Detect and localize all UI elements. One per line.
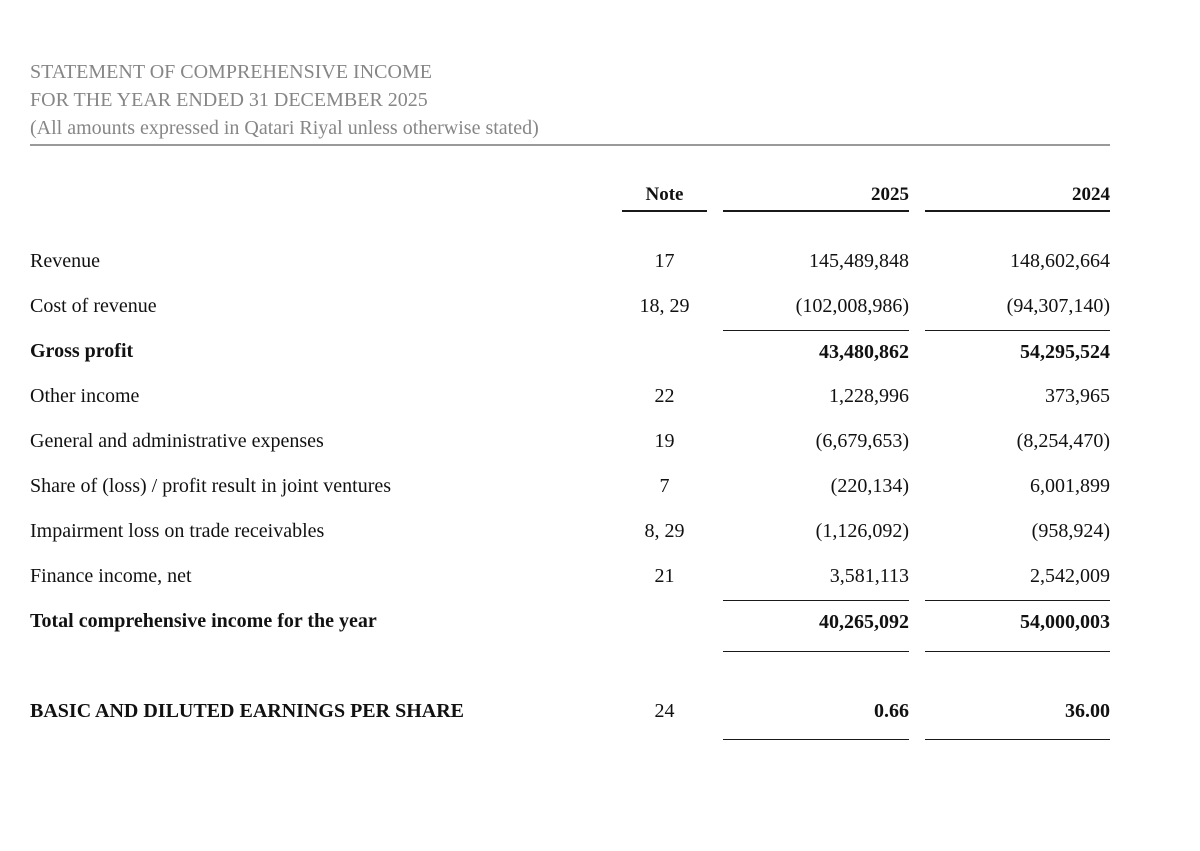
table-row	[30, 420, 1110, 465]
row-note: 8, 29	[644, 520, 685, 542]
row-value-2024: (958,924)	[1031, 520, 1110, 542]
table-row	[30, 375, 1110, 420]
row-note	[622, 600, 707, 652]
row-note: 18, 29	[639, 295, 690, 317]
table-row	[30, 330, 1110, 375]
row-label: Share of (loss) / profit result in joint ventures	[30, 475, 392, 497]
table-row	[30, 465, 1110, 510]
column-header-spacer	[30, 184, 606, 212]
table-row	[30, 600, 1110, 652]
table-row	[30, 692, 1110, 740]
row-label: BASIC AND DILUTED EARNINGS PER SHARE	[30, 700, 464, 722]
row-value-2025: (1,126,092)	[815, 520, 909, 542]
statement-title: STATEMENT OF COMPREHENSIVE INCOME	[30, 61, 432, 83]
row-value-2025: 43,480,862	[723, 330, 909, 375]
statement-period: FOR THE YEAR ENDED 31 DECEMBER 2025	[30, 89, 428, 111]
row-label: Cost of revenue	[30, 295, 157, 317]
row-value-2024: 36.00	[925, 692, 1110, 740]
row-label: Gross profit	[30, 340, 134, 362]
table-row	[30, 285, 1110, 330]
row-value-2025: 1,228,996	[829, 385, 909, 407]
row-note: 17	[654, 250, 675, 272]
row-value-2025: 40,265,092	[723, 600, 909, 652]
row-label: Impairment loss on trade receivables	[30, 520, 325, 542]
row-label: Finance income, net	[30, 565, 192, 587]
table-row	[30, 240, 1110, 285]
row-note	[622, 330, 707, 375]
row-value-2024: 2,542,009	[1030, 565, 1110, 587]
row-value-2024: (94,307,140)	[1006, 295, 1110, 317]
row-label: General and administrative expenses	[30, 430, 324, 452]
row-value-2024: 6,001,899	[1030, 475, 1110, 497]
row-value-2025: 3,581,113	[829, 565, 909, 587]
table-row	[30, 555, 1110, 600]
row-value-2025: (220,134)	[830, 475, 909, 497]
table-body	[30, 240, 1110, 740]
row-note: 19	[654, 430, 675, 452]
row-value-2025: (6,679,653)	[815, 430, 909, 452]
row-note: 22	[654, 385, 675, 407]
row-note: 21	[654, 565, 675, 587]
statement-currency-note: (All amounts expressed in Qatari Riyal unless otherwise stated)	[30, 117, 539, 139]
table-header-row	[30, 184, 1110, 212]
column-header-note: Note	[622, 184, 707, 212]
row-note: 7	[659, 475, 670, 497]
row-value-2024: 54,295,524	[925, 330, 1110, 375]
row-note: 24	[654, 700, 675, 722]
row-label: Total comprehensive income for the year	[30, 610, 377, 632]
row-value-2024: (8,254,470)	[1016, 430, 1110, 452]
row-value-2024: 373,965	[1045, 385, 1110, 407]
row-value-2024: 148,602,664	[1010, 250, 1110, 272]
income-statement-table	[30, 184, 1110, 740]
row-label: Other income	[30, 385, 140, 407]
row-value-2025: 145,489,848	[809, 250, 909, 272]
row-value-2025: (102,008,986)	[795, 295, 909, 317]
table-row	[30, 510, 1110, 555]
row-label: Revenue	[30, 250, 100, 272]
statement-header	[30, 58, 1110, 146]
row-value-2025: 0.66	[723, 692, 909, 740]
row-value-2024: 54,000,003	[925, 600, 1110, 652]
column-header-2025: 2025	[723, 184, 909, 212]
column-header-2024: 2024	[925, 184, 1110, 212]
